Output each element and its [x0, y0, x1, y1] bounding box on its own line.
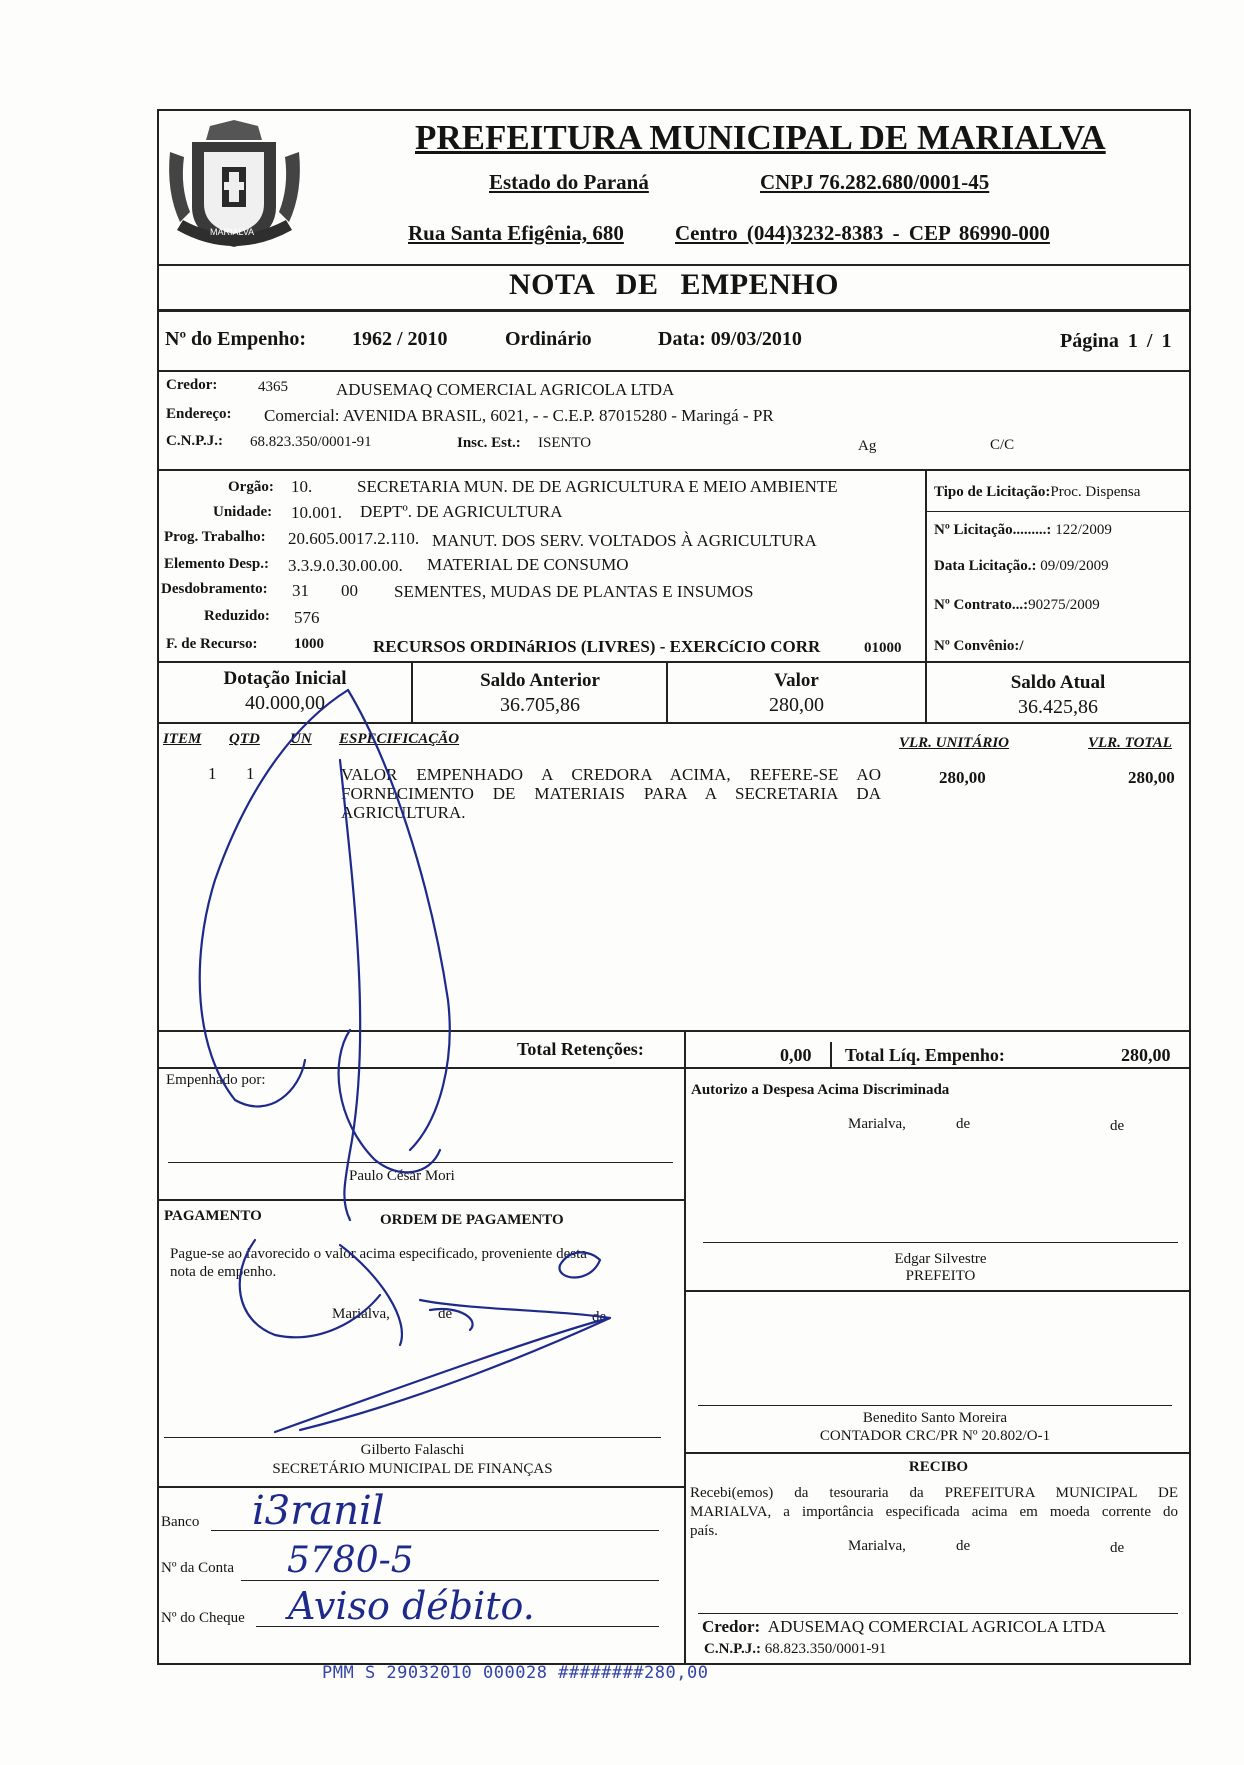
unidade-desc: DEPTº. DE AGRICULTURA	[360, 502, 563, 521]
secretario-name: Gilberto Falaschi	[360, 1442, 465, 1458]
col-vlr-total: VLR. TOTAL	[1088, 735, 1172, 751]
autorizo-text: Autorizo a Despesa Acima Discriminada	[691, 1082, 950, 1098]
recibo-text-line1: Recebi(emos) da tesouraria da PREFEITURA MUNICIPAL DE	[690, 1485, 1178, 1501]
col-un: UN	[290, 731, 312, 747]
valor-label: Valor	[774, 670, 819, 691]
col-item: ITEM	[163, 731, 202, 747]
ag-label: Ag	[858, 438, 877, 454]
col-especificacao: ESPECIFICAÇÃO	[339, 731, 460, 747]
elemento-code: 3.3.9.0.30.00.00.	[288, 556, 403, 575]
item-vlr-unit: 280,00	[939, 768, 986, 787]
prog-label: Prog. Trabalho:	[164, 529, 266, 545]
header-street: Rua Santa Efigênia, 680	[408, 221, 624, 245]
saldo-atual-value: 36.425,86	[1018, 696, 1098, 718]
total-liquido-value: 280,00	[1121, 1045, 1171, 1065]
secretario-title: SECRETÁRIO MUNICIPAL DE FINANÇAS	[272, 1461, 553, 1477]
contador-name: Benedito Santo Moreira	[862, 1410, 1008, 1426]
pagamento-de-1: de	[438, 1306, 453, 1322]
prefeito-title: PREFEITO	[905, 1268, 976, 1284]
pagamento-text-line2: nota de empenho.	[170, 1264, 277, 1280]
total-retencoes-value: 0,00	[780, 1045, 812, 1065]
desdobramento-code2: 00	[341, 581, 358, 600]
licitacao-numero: Nº Licitação.........: 122/2009	[934, 522, 1112, 538]
credor-cnpj: 68.823.350/0001-91	[250, 434, 372, 450]
page-title: PREFEITURA MUNICIPAL DE MARIALVA	[415, 118, 1106, 157]
recurso-desc: RECURSOS ORDINáRIOS (LIVRES) - EXERCíCIO CORR	[373, 637, 821, 656]
credor-address: Comercial: AVENIDA BRASIL, 6021, - - C.E.P. 87015280 - Maringá - PR	[264, 406, 774, 425]
pagamento-city: Marialva,	[332, 1306, 390, 1322]
recibo-text-line2: MARIALVA, a importância especificada acima em moeda corrente do	[690, 1504, 1178, 1520]
credor-label: Credor:	[166, 377, 218, 393]
recibo-city: Marialva,	[848, 1538, 906, 1554]
credor-code: 4365	[258, 379, 288, 395]
recibo-text-line3: país.	[690, 1523, 718, 1539]
recibo-de-1: de	[956, 1538, 971, 1554]
licitacao-data: Data Licitação.: 09/09/2009	[934, 558, 1109, 574]
prog-code: 20.605.0017.2.110.	[288, 529, 420, 548]
saldo-anterior-label: Saldo Anterior	[480, 670, 600, 691]
desdobramento-desc: SEMENTES, MUDAS DE PLANTAS E INSUMOS	[394, 582, 754, 601]
page-number: Página 1 / 1	[1060, 330, 1172, 352]
recibo-title: RECIBO	[908, 1459, 969, 1475]
total-liquido-label: Total Líq. Empenho:	[845, 1045, 1005, 1065]
seal-banner-text: MARIALVA	[210, 227, 255, 237]
header-cnpj: CNPJ 76.282.680/0001-45	[760, 170, 990, 194]
saldo-anterior-value: 36.705,86	[500, 694, 580, 716]
total-retencoes-label: Total Retenções:	[517, 1039, 644, 1059]
cc-label: C/C	[990, 437, 1015, 453]
empenho-type: Ordinário	[505, 328, 592, 350]
empenhado-por-label: Empenhado por:	[166, 1072, 266, 1088]
reduzido-value: 576	[294, 608, 320, 627]
dotacao-label: Dotação Inicial	[223, 668, 347, 689]
desdobramento-code1: 31	[292, 581, 309, 600]
insc-label: Insc. Est.:	[457, 435, 521, 451]
recibo-cnpj: C.N.P.J.: 68.823.350/0001-91	[704, 1641, 887, 1657]
cheque-label: Nº do Cheque	[161, 1610, 245, 1626]
licitacao-tipo: Tipo de Licitação:Proc. Dispensa	[934, 484, 1141, 500]
pagamento-title: PAGAMENTO	[164, 1208, 262, 1224]
contrato-numero: Nº Contrato...:90275/2009	[934, 597, 1100, 613]
item-desc-line1: VALOR EMPENHADO A CREDORA ACIMA, REFERE-SE AO	[341, 765, 881, 784]
recibo-credor: Credor: ADUSEMAQ COMERCIAL AGRICOLA LTDA	[702, 1617, 1107, 1636]
recibo-de-2: de	[1110, 1540, 1125, 1556]
conta-label: Nº da Conta	[161, 1560, 234, 1576]
doc-title: NOTA DE EMPENHO	[509, 268, 839, 301]
autorizo-de-2: de	[1110, 1118, 1125, 1134]
banco-label: Banco	[161, 1514, 200, 1530]
desdobramento-label: Desdobramento:	[161, 581, 268, 597]
orgao-desc: SECRETARIA MUN. DE DE AGRICULTURA E MEIO AMBIENTE	[357, 477, 838, 496]
dotacao-value: 40.000,00	[245, 692, 325, 714]
banco-handwritten: i3ranil	[252, 1488, 385, 1534]
autorizo-de-1: de	[956, 1116, 971, 1132]
prefeito-name: Edgar Silvestre	[894, 1251, 987, 1267]
pagamento-text-line1: Pague-se ao favorecido o valor acima especificado, proveniente desta	[170, 1246, 587, 1262]
ordem-pagamento-title: ORDEM DE PAGAMENTO	[380, 1212, 564, 1228]
header-state: Estado do Paraná	[489, 170, 649, 194]
address-label: Endereço:	[166, 406, 232, 422]
convenio-label: Nº Convênio:/	[934, 638, 1024, 654]
orgao-label: Orgão:	[228, 479, 274, 495]
reduzido-label: Reduzido:	[204, 608, 270, 624]
col-vlr-unitario: VLR. UNITÁRIO	[899, 735, 1010, 751]
credor-cnpj-label: C.N.P.J.:	[166, 433, 223, 449]
item-desc-line2: FORNECIMENTO DE MATERIAIS PARA A SECRETARIA DA	[341, 784, 881, 803]
item-qtd: 1	[246, 764, 255, 783]
saldo-atual-label: Saldo Atual	[1010, 672, 1106, 693]
pagamento-de-2: de	[592, 1309, 607, 1325]
empenho-date: Data: 09/03/2010	[658, 328, 802, 350]
recurso-label: F. de Recurso:	[166, 636, 258, 652]
empenho-number-label: Nº do Empenho:	[165, 328, 307, 350]
insc-value: ISENTO	[538, 435, 592, 451]
cheque-handwritten: Aviso débito.	[288, 1584, 535, 1628]
header-contact: Centro (044)3232-8383 - CEP 86990-000	[675, 221, 1050, 245]
unidade-label: Unidade:	[213, 504, 273, 520]
empenhado-por-name: Paulo César Mori	[349, 1168, 455, 1184]
item-desc-line3: AGRICULTURA.	[341, 803, 466, 822]
valor-value: 280,00	[769, 694, 824, 716]
contador-title: CONTADOR CRC/PR Nº 20.802/O-1	[819, 1428, 1051, 1444]
item-number: 1	[208, 764, 217, 783]
autorizo-city: Marialva,	[848, 1116, 906, 1132]
recurso-code2: 01000	[864, 640, 902, 656]
empenho-number: 1962 / 2010	[352, 328, 448, 350]
payment-stamp: PMM S 29032010 000028 ########280,00	[322, 1663, 709, 1683]
recurso-code: 1000	[294, 636, 324, 652]
unidade-code: 10.001.	[291, 503, 342, 522]
credor-name: ADUSEMAQ COMERCIAL AGRICOLA LTDA	[336, 380, 675, 399]
col-qtd: QTD	[229, 731, 260, 747]
conta-handwritten: 5780-5	[287, 1540, 414, 1581]
item-vlr-total: 280,00	[1128, 768, 1175, 787]
elemento-label: Elemento Desp.:	[164, 556, 269, 572]
prog-desc: MANUT. DOS SERV. VOLTADOS À AGRICULTURA	[432, 531, 817, 550]
elemento-desc: MATERIAL DE CONSUMO	[427, 555, 629, 574]
orgao-code: 10.	[291, 477, 313, 496]
